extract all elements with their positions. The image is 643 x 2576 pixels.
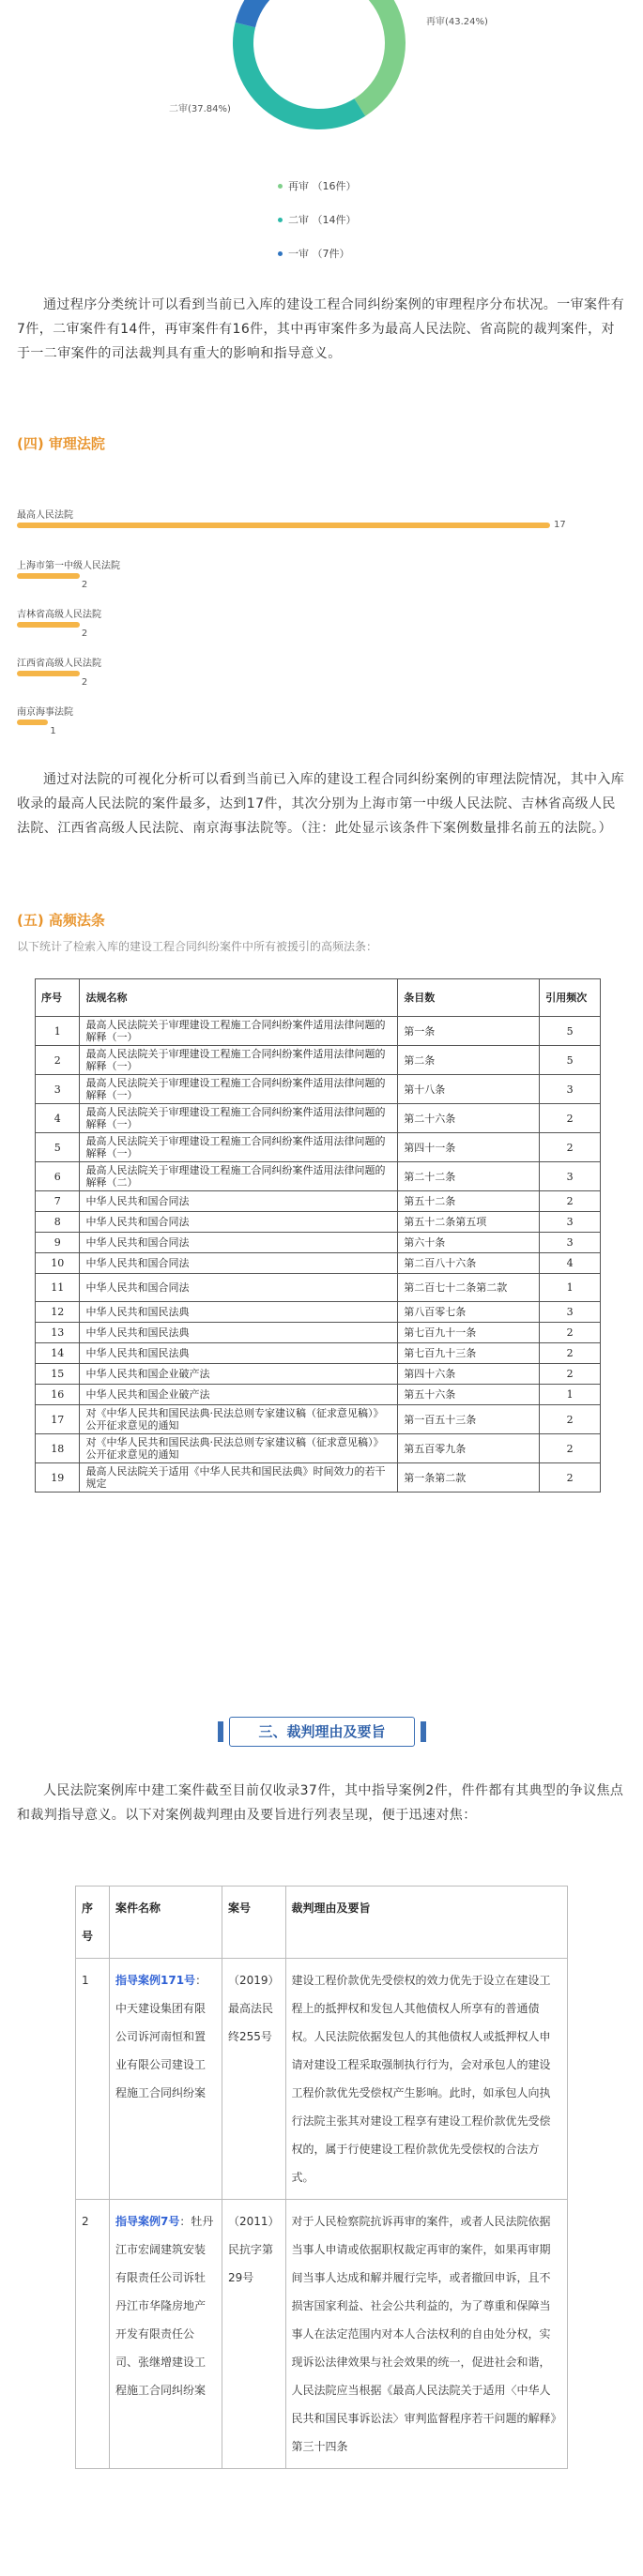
law-name: 中华人民共和国民法典 [80,1302,398,1323]
donut-slice-再审 [307,0,406,116]
law-name: 中华人民共和国民法典 [80,1323,398,1343]
donut-label-second: 二审(37.84%) [169,104,231,114]
law-table-row [36,1212,601,1233]
law-table-row [36,1253,601,1274]
law-no: 2 [36,1046,80,1075]
law-article: 第二百八十六条 [398,1253,540,1274]
law-no: 7 [36,1191,80,1212]
law-article: 第四十一条 [398,1133,540,1162]
law-name: 中华人民共和国企业破产法 [80,1385,398,1405]
law-article: 第一条 [398,1017,540,1046]
court-bar-value: 1 [50,726,56,736]
law-table-row [36,1133,601,1162]
law-article: 第五百零九条 [398,1434,540,1463]
law-no: 13 [36,1323,80,1343]
case-number: （2011）民抗字第29号 [222,2200,286,2469]
court-bar-value: 2 [81,677,88,688]
court-bar-value: 2 [81,629,88,639]
donut-slice-二审 [233,23,365,129]
law-freq: 5 [540,1046,601,1075]
law-table-row [36,1463,601,1493]
law-name: 中华人民共和国合同法 [80,1274,398,1302]
law-article: 第八百零七条 [398,1302,540,1323]
law-freq: 2 [540,1434,601,1463]
law-freq: 2 [540,1463,601,1493]
law-table-row [36,1046,601,1075]
law-no: 18 [36,1434,80,1463]
law-table-row [36,1104,601,1133]
law-article: 第五十六条 [398,1385,540,1405]
court-bar-label: 上海市第一中级人民法院 [17,561,120,571]
heading-courts: (四) 审理法院 [17,435,105,452]
case-col-caseno: 案号 [222,1887,286,1959]
law-table-header-row [36,979,601,1017]
law-table-row [36,1162,601,1191]
law-table-row [36,1385,601,1405]
case-link[interactable]: 指导案例171号 [115,1974,196,1987]
court-bar-label: 江西省高级人民法院 [17,659,101,669]
legend-text-second: 二审 （14件） [288,214,357,226]
section3-left-bar [218,1721,223,1742]
court-bar-label: 吉林省高级人民法院 [17,610,101,620]
court-bar [17,523,550,528]
law-freq: 2 [540,1323,601,1343]
law-table-row [36,1323,601,1343]
paragraph-section3: 人民法院案例库中建工案件截至目前仅收录37件，其中指导案例2件，件件都有其典型的争议焦点和裁判指导意义。以下对案例裁判理由及要旨进行列表呈现，便于迅速对焦： [17,1783,624,1823]
law-article: 第一百五十三条 [398,1405,540,1434]
law-table-row [36,1191,601,1212]
legend-item-retrial [278,178,357,193]
section3-header [218,1717,426,1747]
court-bar-value: 17 [554,520,566,530]
law-table-row [36,1364,601,1385]
law-freq: 3 [540,1212,601,1233]
law-table-body [36,1017,601,1493]
law-article: 第五十二条 [398,1191,540,1212]
law-name: 中华人民共和国企业破产法 [80,1364,398,1385]
law-article: 第十八条 [398,1075,540,1104]
case-name: ：牡丹江市宏阔建筑安装有限责任公司诉牡丹江市华隆房地产开发有限责任公司、张继增建设工程施工合同纠纷案 [115,2215,214,2397]
legend-item-first [278,246,350,261]
law-frequency-table [35,978,601,1493]
law-name: 最高人民法院关于审理建设工程施工合同纠纷案件适用法律问题的解释（一） [80,1017,398,1046]
law-col-no: 序号 [36,979,80,1017]
case-link[interactable]: 指导案例7号 [115,2215,180,2228]
law-name: 对《中华人民共和国民法典·民法总则专家建议稿（征求意见稿）》公开征求意见的通知 [80,1434,398,1463]
donut-label-retrial: 再审(43.24%) [426,17,488,27]
paragraph-courts: 通过对法院的可视化分析可以看到当前已入库的建设工程合同纠纷案例的审理法院情况，其中入库收录的最高人民法院的案件最多，达到17件，其次分别为上海市第一中级人民法院、吉林省高级人民法院、江西省高级人民法院、南京海事法院等。（注：此处显示该条件下案例数量排名前五的法院。） [17,772,625,836]
law-table-row [36,1302,601,1323]
section3-title: 三、裁判理由及要旨 [229,1717,415,1747]
procedure-donut-svg [0,0,643,169]
law-no: 1 [36,1017,80,1046]
law-freq: 3 [540,1075,601,1104]
case-row [76,2200,568,2469]
law-no: 10 [36,1253,80,1274]
law-article: 第七百九十三条 [398,1343,540,1364]
legend-text-first: 一审 （7件） [288,248,350,260]
law-name: 最高人民法院关于审理建设工程施工合同纠纷案件适用法律问题的解释（二） [80,1162,398,1191]
law-freq: 2 [540,1133,601,1162]
law-no: 4 [36,1104,80,1133]
case-table-header-row [76,1887,568,1959]
law-name: 最高人民法院关于审理建设工程施工合同纠纷案件适用法律问题的解释（一） [80,1133,398,1162]
donut-group [233,0,406,129]
law-freq: 4 [540,1253,601,1274]
court-bar-chart [17,507,618,736]
law-no: 14 [36,1343,80,1364]
law-no: 12 [36,1302,80,1323]
law-article: 第一条第二款 [398,1463,540,1493]
law-no: 5 [36,1133,80,1162]
law-name: 中华人民共和国民法典 [80,1343,398,1364]
law-article: 第二条 [398,1046,540,1075]
legend-dot-first [278,251,283,256]
law-article: 第六十条 [398,1233,540,1253]
law-article: 第二十二条 [398,1162,540,1191]
legend-text-retrial: 再审 （16件） [288,180,357,192]
law-name: 最高人民法院关于适用《中华人民共和国民法典》时间效力的若干规定 [80,1463,398,1493]
law-no: 16 [36,1385,80,1405]
law-no: 6 [36,1162,80,1191]
case-no: 2 [76,2200,110,2469]
law-no: 11 [36,1274,80,1302]
law-freq: 2 [540,1104,601,1133]
law-no: 19 [36,1463,80,1493]
case-table [75,1886,568,2469]
law-table-row [36,1274,601,1302]
law-table-row [36,1434,601,1463]
law-name: 中华人民共和国合同法 [80,1233,398,1253]
law-name: 对《中华人民共和国民法典·民法总则专家建议稿（征求意见稿）》公开征求意见的通知 [80,1405,398,1434]
law-name: 中华人民共和国合同法 [80,1253,398,1274]
law-no: 15 [36,1364,80,1385]
law-freq: 2 [540,1364,601,1385]
law-name: 中华人民共和国合同法 [80,1191,398,1212]
law-table-row [36,1405,601,1434]
legend-item-second [278,212,357,227]
law-table-row [36,1343,601,1364]
case-reason: 对于人民检察院抗诉再审的案件，或者人民法院依据当事人申请或依据职权裁定再审的案件，如果再审期间当事人达成和解并履行完毕，或者撤回申诉，且不损害国家利益、社会公共利益的，为了尊重和保障当事人在法定范围内对本人合法权利的自由处分权，实现诉讼法律效果与社会效果的统一，促进社会和谐，人民法院应当根据《最高人民法院关于适用〈中华人民共和国民事诉讼法〉审判监督程序若干问题的解释》第三十四条 [285,2200,567,2469]
law-no: 3 [36,1075,80,1104]
law-freq: 5 [540,1017,601,1046]
law-col-article: 条目数 [398,979,540,1017]
procedure-donut-chart [0,0,643,169]
law-table-row [36,1233,601,1253]
donut-slice-一审 [236,0,311,27]
law-freq: 2 [540,1343,601,1364]
law-article: 第七百九十一条 [398,1323,540,1343]
legend-dot-second [278,218,283,222]
legend-dot-retrial [278,184,283,189]
court-bar [17,622,80,628]
law-article: 第二十六条 [398,1104,540,1133]
court-bar [17,671,80,676]
section3-right-bar [421,1721,426,1742]
case-reason: 建设工程价款优先受偿权的效力优先于设立在建设工程上的抵押权和发包人其他债权人所享有的普通债权。人民法院依据发包人的其他债权人或抵押权人申请对建设工程采取强制执行行为，会对承包人的建设工程价款优先受偿权产生影响。此时，如承包人向执行法院主张其对建设工程享有建设工程价款优先受偿权的，属于行使建设工程价款优先受偿权的合法方式。 [285,1959,567,2200]
case-name-cell [110,2200,222,2469]
law-freq: 3 [540,1162,601,1191]
law-col-name: 法规名称 [80,979,398,1017]
law-no: 8 [36,1212,80,1233]
case-number: （2019）最高法民终255号 [222,1959,286,2200]
law-freq: 1 [540,1274,601,1302]
court-bar-label: 最高人民法院 [17,510,73,521]
law-freq: 3 [540,1302,601,1323]
paragraph-procedure: 通过程序分类统计可以看到当前已入库的建设工程合同纠纷案例的审理程序分布状况。一审案件有7件，二审案件有14件，再审案件有16件，其中再审案件多为最高人民法院、省高院的裁判案件，对于一二审案件的司法裁判具有重大的影响和指导意义。 [17,297,625,361]
law-article: 第四十六条 [398,1364,540,1385]
case-no: 1 [76,1959,110,2200]
case-col-name: 案件名称 [110,1887,222,1959]
law-name: 最高人民法院关于审理建设工程施工合同纠纷案件适用法律问题的解释（一） [80,1046,398,1075]
law-no: 17 [36,1405,80,1434]
law-name: 中华人民共和国合同法 [80,1212,398,1233]
law-freq: 2 [540,1191,601,1212]
law-freq: 2 [540,1405,601,1434]
court-bar [17,720,48,725]
law-freq: 3 [540,1233,601,1253]
laws-note: 以下统计了检索入库的建设工程合同纠纷案件中所有被援引的高频法条： [17,940,378,953]
law-col-freq: 引用频次 [540,979,601,1017]
law-table-row [36,1017,601,1046]
law-table-row [36,1075,601,1104]
case-col-reason: 裁判理由及要旨 [285,1887,567,1959]
law-freq: 1 [540,1385,601,1405]
case-name: ：中天建设集团有限公司诉河南恒和置业有限公司建设工程施工合同纠纷案 [115,1974,207,2099]
law-name: 最高人民法院关于审理建设工程施工合同纠纷案件适用法律问题的解释（一） [80,1104,398,1133]
heading-laws: (五) 高频法条 [17,912,105,929]
law-article: 第二百七十二条第二款 [398,1274,540,1302]
court-bar-value: 2 [81,580,88,590]
case-col-no: 序号 [76,1887,110,1959]
court-bar-label: 南京海事法院 [17,707,73,718]
law-article: 第五十二条第五项 [398,1212,540,1233]
case-row [76,1959,568,2200]
law-name: 最高人民法院关于审理建设工程施工合同纠纷案件适用法律问题的解释（一） [80,1075,398,1104]
law-no: 9 [36,1233,80,1253]
case-name-cell [110,1959,222,2200]
court-bar [17,573,80,579]
